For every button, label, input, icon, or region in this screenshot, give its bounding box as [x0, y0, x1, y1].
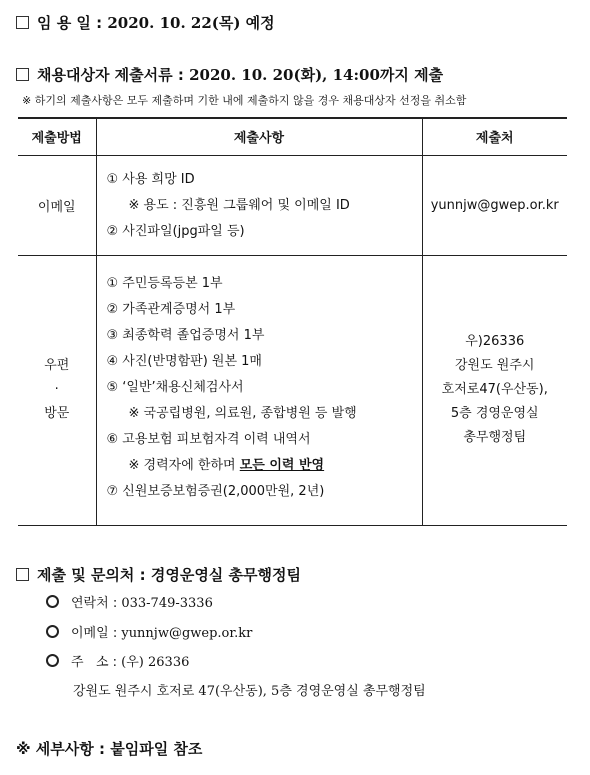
list-item: ① 주민등록등본 1부 — [106, 275, 223, 291]
email-items-list — [97, 156, 422, 245]
submission-deadline: 2020. 10. 20(화), 14:00까지 — [189, 66, 409, 84]
career-note: ※ 경력자에 한하며 모든 이력 반영 — [128, 457, 325, 473]
submission-note: ※ 하기의 제출사항은 모두 제출하며 기한 내에 제출하지 않을 경우 채용대상자 선정을 취소함 — [22, 94, 467, 107]
header-destination: 제출처 — [422, 118, 567, 155]
list-item-note: ※ 용도 : 진흥원 그룹웨어 및 이메일 ID — [128, 197, 350, 213]
career-note-emphasis: 모든 이력 반영 — [239, 457, 325, 473]
details-line: ※ 세부사항 : 붙임파일 참조 — [16, 740, 203, 758]
list-item: ④ 사진(반명함판) 원본 1매 — [106, 353, 262, 369]
list-item: ⑦ 신원보증보험증권(2,000만원, 2년) — [106, 483, 325, 499]
list-item: ① 사용 희망 ID — [106, 171, 195, 187]
destination-email: yunnjw@gwep.or.kr — [422, 155, 567, 255]
contact-address: 주 소 : (우) 26336 — [46, 651, 189, 670]
contact-phone: 연락처 : 033-749-3336 — [46, 592, 213, 611]
checkbox-square-icon — [16, 568, 29, 581]
table-row-email — [18, 155, 567, 255]
contact-heading: 제출 및 문의처 : 경영운영실 총무행정팀 — [16, 564, 301, 585]
list-item: ② 가족관계증명서 1부 — [106, 301, 236, 317]
header-method: 제출방법 — [18, 118, 96, 155]
table-header-row — [18, 118, 567, 155]
method-post-visit: 우편 · 방문 — [18, 255, 96, 525]
submission-heading: 채용대상자 제출서류 : 2020. 10. 20(화), 14:00까지 제출 — [16, 64, 443, 85]
checkbox-square-icon — [16, 68, 29, 81]
appointment-date: 2020. 10. 22(목) 예정 — [107, 14, 275, 32]
method-email: 이메일 — [18, 155, 96, 255]
contact-email: 이메일 : yunnjw@gwep.or.kr — [46, 622, 252, 641]
table-row-post — [18, 255, 567, 525]
list-item-note: ※ 국공립병원, 의료원, 종합병원 등 발행 — [128, 405, 357, 421]
appointment-heading: 임 용 일 : 2020. 10. 22(목) 예정 — [16, 12, 275, 33]
header-items: 제출사항 — [96, 118, 422, 155]
checkbox-square-icon — [16, 16, 29, 29]
destination-address: 우)26336 강원도 원주시 호저로47(우산동), 5층 경영운영실 총무행정팀 — [422, 255, 567, 525]
list-item: ③ 최종학력 졸업증명서 1부 — [106, 327, 265, 343]
list-item: ② 사진파일(jpg파일 등) — [106, 223, 245, 239]
post-items-list — [97, 256, 422, 505]
contact-address-line2: 강원도 원주시 호저로 47(우산동), 5층 경영운영실 총무행정팀 — [73, 684, 426, 699]
circle-bullet-icon — [46, 595, 59, 608]
submission-table — [18, 117, 567, 526]
circle-bullet-icon — [46, 625, 59, 638]
circle-bullet-icon — [46, 654, 59, 667]
list-item: ⑤ ‘일반’채용신체검사서 — [106, 379, 244, 395]
list-item: ⑥ 고용보험 피보험자격 이력 내역서 — [106, 431, 311, 447]
